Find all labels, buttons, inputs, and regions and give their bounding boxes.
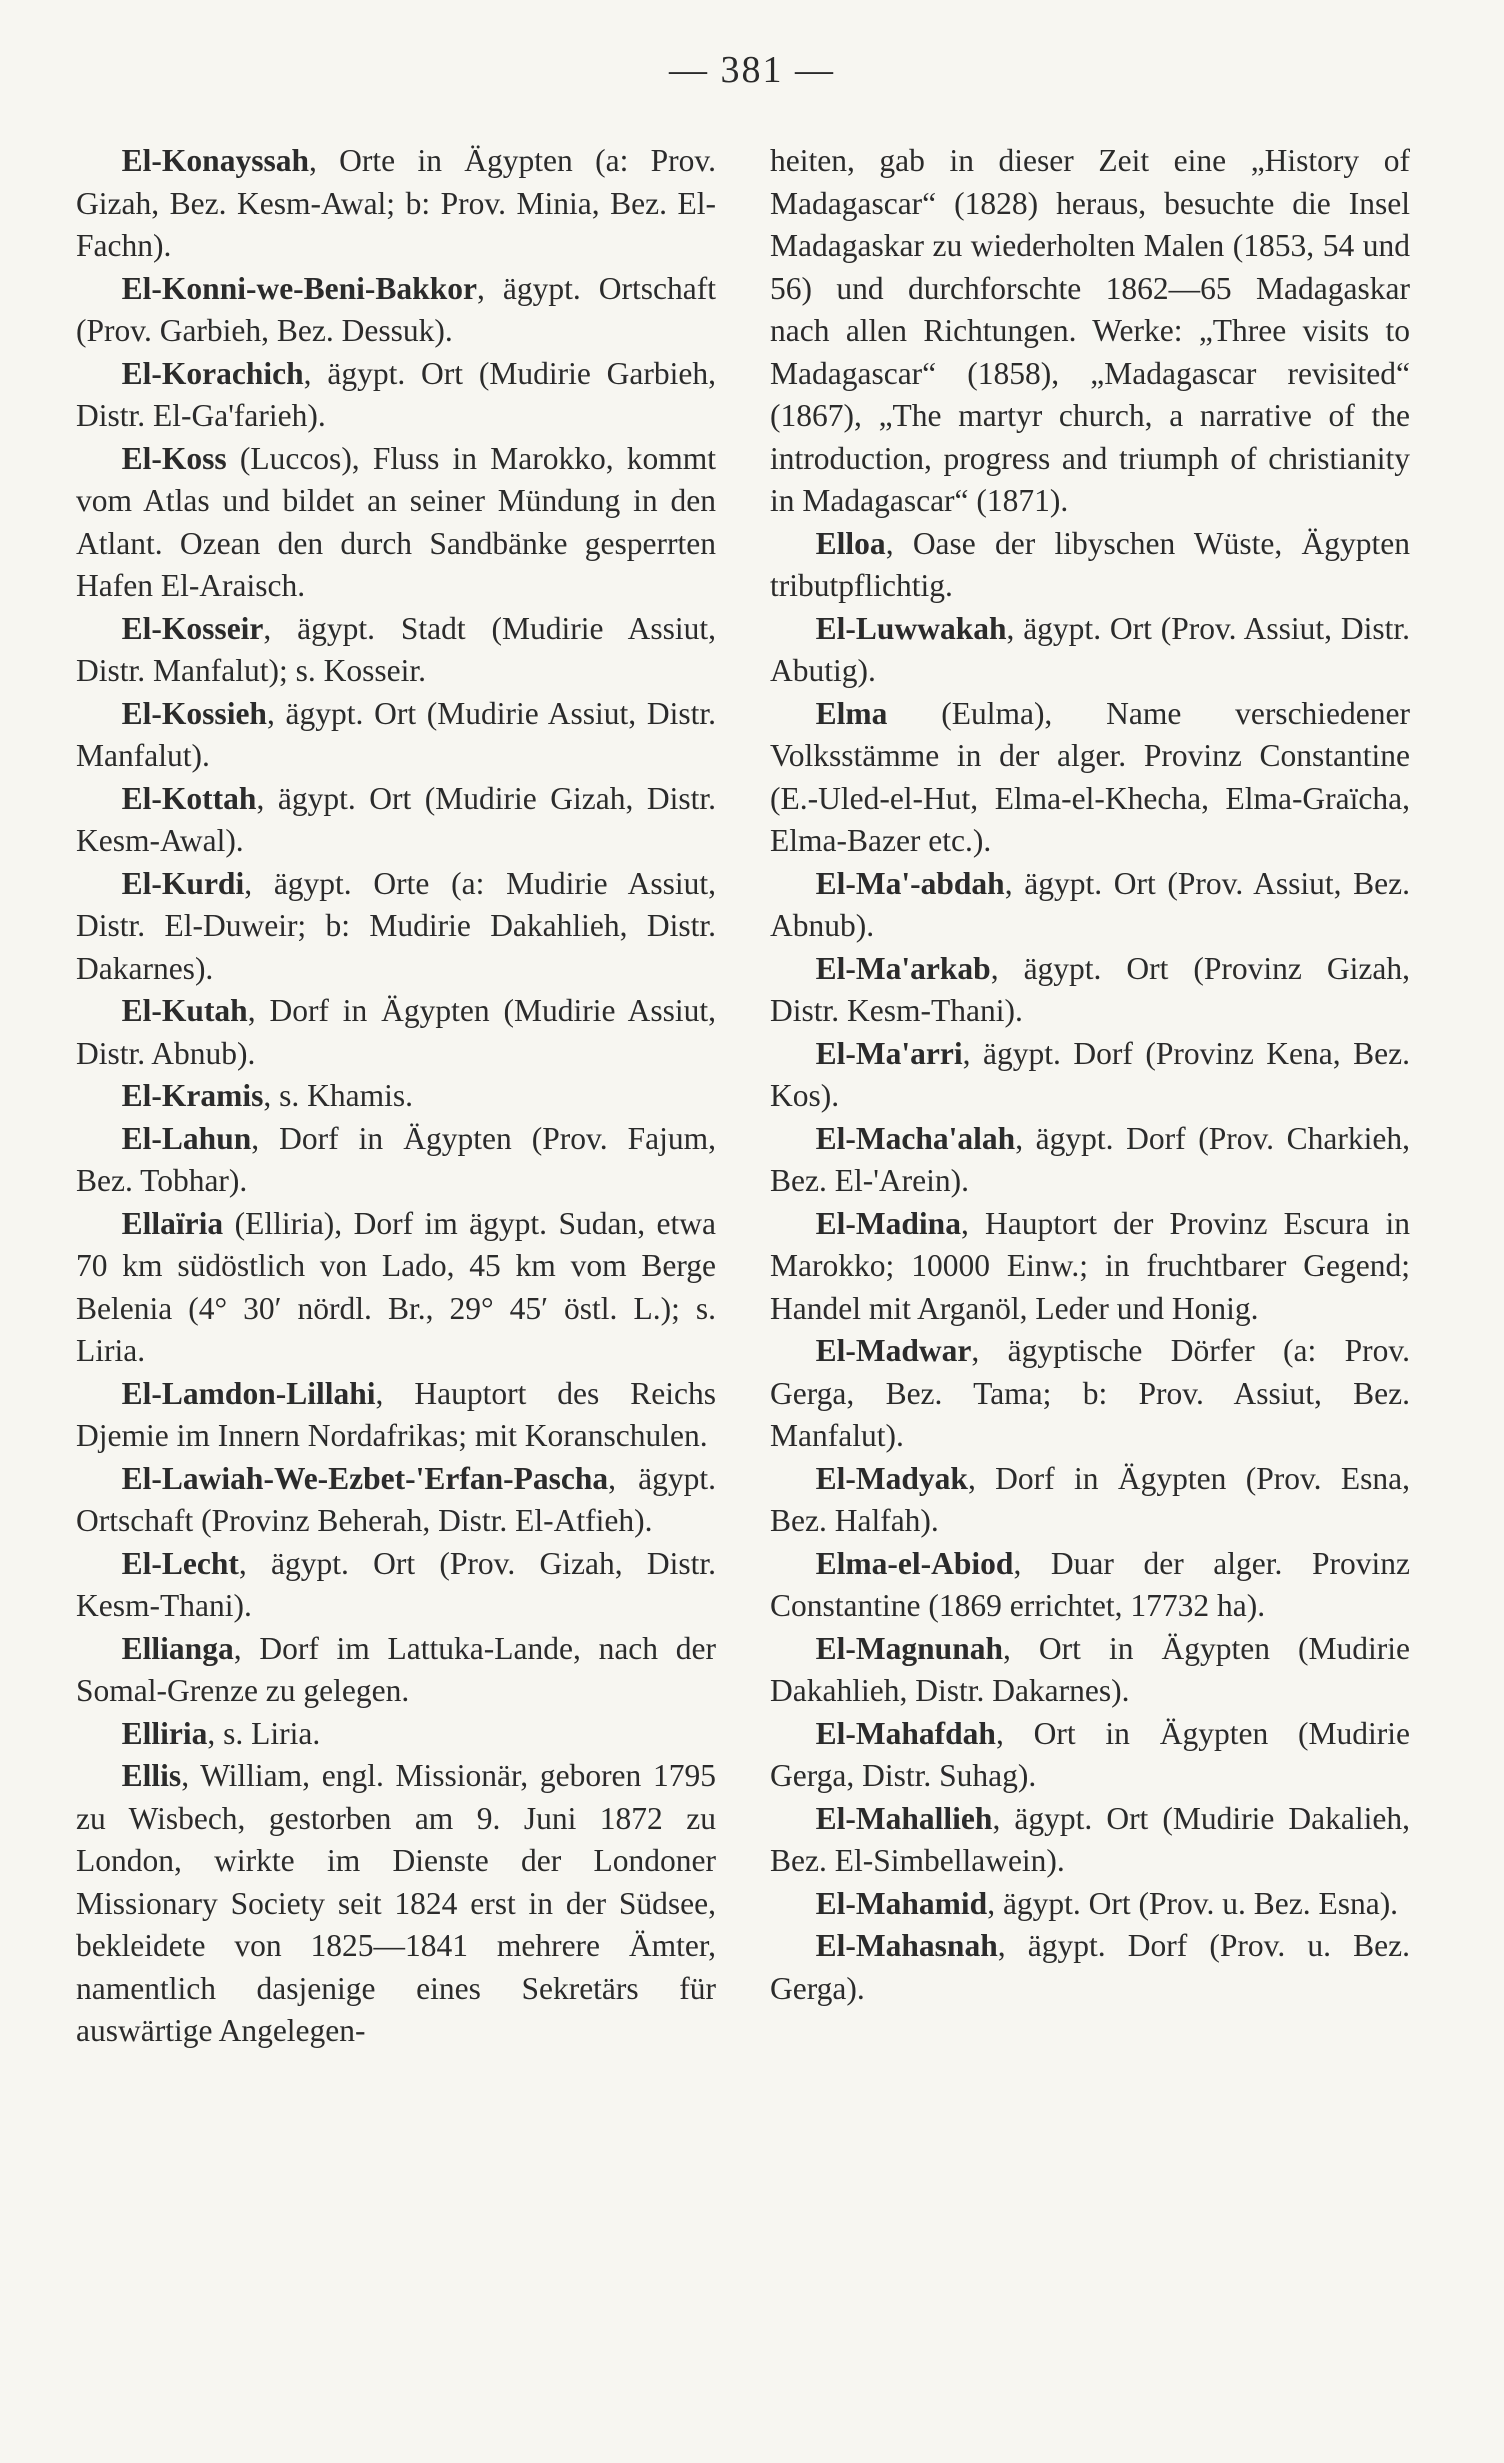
entry [76, 438, 716, 608]
entry-continuation [770, 140, 1410, 523]
entry [770, 1118, 1410, 1203]
entry-text: , Dorf in Ägypten (Prov. Esna, Bez. Halfah). [770, 1460, 1410, 1538]
entry [76, 1203, 716, 1373]
entry-text: heiten, gab in dieser Zeit eine „History of Madagascar“ (1828) heraus, besuchte die Insel Madagaskar zu wiederholten Malen (1853, 54 und 56) und durchforschte 1862—65 Madagaskar nach allen Richtungen. Werke: „Three visits to Madagascar“ (1858), „Madagascar revisited“ (1867), „The martyr church, a narrative of the introduction, progress and triumph of christianity in Madagascar“ (1871). [770, 143, 1410, 518]
entry [770, 1330, 1410, 1458]
entry [770, 1925, 1410, 2010]
entry-head: El-Mahasnah [815, 1928, 998, 1963]
entry-text: , ägypt. Orte (a: Mudirie Assiut, Distr. El-Duweir; b: Mudirie Dakahlieh, Distr. Dakarnes). [76, 865, 716, 986]
entry-head: El-Kutah [121, 993, 248, 1028]
entry [76, 1543, 716, 1628]
entry-text: , ägypt. Ortschaft (Provinz Beherah, Distr. El-Atfieh). [76, 1460, 716, 1538]
entry-head: El-Macha'alah [815, 1120, 1016, 1156]
entry-text: , ägypt. Dorf (Provinz Kena, Bez. Kos). [770, 1035, 1410, 1113]
entry-head: El-Konni-we-Beni-Bakkor [121, 270, 477, 306]
entry [76, 140, 716, 268]
entry-text: , ägypt. Ort (Prov. u. Bez. Esna). [987, 1885, 1399, 1921]
entry-head: El-Kramis [121, 1078, 264, 1113]
entry [770, 1883, 1410, 1926]
entry-head: El-Magnunah [815, 1630, 1003, 1666]
entry [770, 608, 1410, 693]
entry [770, 1033, 1410, 1118]
left-column [76, 140, 716, 2053]
entry [770, 1203, 1410, 1331]
entry-text: , ägypt. Ort (Provinz Gizah, Distr. Kesm-Thani). [770, 950, 1410, 1028]
entry [76, 1458, 716, 1543]
entry-text: , ägypt. Ort (Prov. Assiut, Distr. Abutig). [770, 610, 1410, 688]
entry-text: , ägypt. Stadt (Mudirie Assiut, Distr. Manfalut); s. Kosseir. [76, 610, 716, 688]
entry [770, 1458, 1410, 1543]
entry-text: (Luccos), Fluss in Marokko, kommt vom Atlas und bildet an seiner Mündung in den Atlant. Ozean den durch Sandbänke gesperrten Hafen El-Araisch. [76, 440, 716, 603]
entry [76, 693, 716, 778]
entry [76, 1628, 716, 1713]
entry-text: , Dorf in Ägypten (Mudirie Assiut, Distr. Abnub). [76, 993, 716, 1071]
entry-head: Elloa [815, 525, 886, 561]
entry-head: El-Koss [121, 440, 227, 476]
entry-text: , ägypt. Ort (Prov. Assiut, Bez. Abnub). [770, 865, 1410, 943]
entry-text: , ägypt. Ort (Prov. Gizah, Distr. Kesm-Thani). [76, 1545, 716, 1623]
entry-text: , Dorf in Ägypten (Prov. Fajum, Bez. Tobhar). [76, 1120, 716, 1198]
entry-text: , Orte in Ägypten (a: Prov. Gizah, Bez. Kesm-Awal; b: Prov. Minia, Bez. El-Fachn). [76, 143, 716, 263]
entry-head: El-Lecht [121, 1545, 239, 1581]
entry-head: Ellianga [121, 1630, 234, 1666]
entry-text: , ägyptische Dörfer (a: Prov. Gerga, Bez. Tama; b: Prov. Assiut, Bez. Manfalut). [770, 1333, 1410, 1453]
entry-text: , ägypt. Dorf (Prov. Charkieh, Bez. El-'Arein). [770, 1120, 1410, 1198]
entry [770, 1713, 1410, 1798]
entry-head: El-Lamdon-Lillahi [121, 1375, 376, 1411]
entry-text: , William, engl. Missionär, geboren 1795 zu Wisbech, gestorben am 9. Juni 1872 zu London, wirkte im Dienste der Londoner Missionary Society seit 1824 erst in der Südsee, bekleidete von 1825—1841 mehrere Ämter, namentlich dasjenige eines Sekretärs für auswärtige Angelegen- [76, 1758, 716, 2048]
entry-head: El-Kottah [121, 780, 257, 816]
entry-text: , ägypt. Ort (Mudirie Gizah, Distr. Kesm-Awal). [76, 780, 716, 858]
entry-head: El-Mahamid [815, 1885, 988, 1921]
entry-head: El-Ma'arkab [815, 950, 991, 986]
entry-head: El-Mahallieh [815, 1800, 993, 1836]
entry-head: El-Madyak [815, 1460, 968, 1496]
entry-head: El-Kossieh [121, 695, 267, 731]
entry-text: , s. Khamis. [263, 1078, 414, 1113]
entry-head: El-Ma'arri [815, 1035, 963, 1071]
entry-text: (Elliria), Dorf im ägypt. Sudan, etwa 70 km südöstlich von Lado, 45 km vom Berge Belenia (4° 30′ nördl. Br., 29° 45′ östl. L.); s. Liria. [76, 1205, 716, 1368]
entry-head: El-Konayssah [121, 143, 309, 178]
entry [770, 1798, 1410, 1883]
entry-text: , ägypt. Dorf (Prov. u. Bez. Gerga). [770, 1928, 1410, 2006]
entry-text: , Dorf im Lattuka-Lande, nach der Somal-Grenze zu gelegen. [76, 1630, 716, 1708]
entry-head: Elma [815, 695, 888, 731]
entry [770, 863, 1410, 948]
entry [76, 1075, 716, 1118]
entry-text: , Hauptort der Provinz Escura in Marokko; 10000 Einw.; in fruchtbarer Gegend; Handel mit Arganöl, Leder und Honig. [770, 1205, 1410, 1326]
entry-head: El-Kosseir [121, 610, 264, 646]
entry-text: , Ort in Ägypten (Mudirie Dakahlieh, Distr. Dakarnes). [770, 1630, 1410, 1708]
entry-head: El-Lahun [121, 1120, 252, 1156]
page-number: — 381 — [669, 49, 835, 91]
entry [76, 608, 716, 693]
entry-head: El-Madina [815, 1205, 961, 1241]
right-column [770, 140, 1410, 2010]
entry [770, 523, 1410, 608]
entry-text: (Eulma), Name verschiedener Volksstämme in der alger. Provinz Constantine (E.-Uled-el-Hut, Elma-el-Khecha, Elma-Graïcha, Elma-Bazer etc.). [770, 695, 1410, 858]
entry [770, 948, 1410, 1033]
entry [770, 1543, 1410, 1628]
entry-head: El-Kurdi [121, 865, 245, 901]
entry-head: El-Ma'-abdah [815, 865, 1005, 901]
entry [76, 778, 716, 863]
entry-head: Ellis [121, 1758, 182, 1793]
entry-head: El-Mahafdah [815, 1715, 996, 1751]
entry [76, 1713, 716, 1756]
entry [76, 1755, 716, 2053]
entry-head: El-Luwwakah [815, 610, 1007, 646]
entry-head: El-Korachich [121, 355, 304, 391]
entry-text: , ägypt. Ortschaft (Prov. Garbieh, Bez. Dessuk). [76, 270, 716, 348]
entry-text: , ägypt. Ort (Mudirie Assiut, Distr. Manfalut). [76, 695, 716, 773]
entry [76, 268, 716, 353]
entry-head: El-Madwar [815, 1333, 972, 1368]
entry-head: Elma-el-Abiod [815, 1545, 1014, 1581]
entry-text: , Oase der libyschen Wüste, Ägypten tributpflichtig. [770, 525, 1410, 603]
entry-text: , Duar der alger. Provinz Constantine (1869 errichtet, 17732 ha). [770, 1545, 1410, 1623]
entry-text: , s. Liria. [207, 1715, 321, 1751]
entry [76, 1118, 716, 1203]
entry [76, 353, 716, 438]
entry [76, 863, 716, 991]
entry-text: , Hauptort des Reichs Djemie im Innern Nordafrikas; mit Koranschulen. [76, 1375, 716, 1453]
entry-head: Ellaïria [121, 1205, 224, 1241]
entry-head: El-Lawiah-We-Ezbet-'Erfan-Pascha [121, 1460, 609, 1496]
entry-text: , ägypt. Ort (Mudirie Garbieh, Distr. El-Ga'farieh). [76, 355, 716, 433]
entry [76, 990, 716, 1075]
entry [770, 1628, 1410, 1713]
entry-text: , ägypt. Ort (Mudirie Dakalieh, Bez. El-Simbellawein). [770, 1800, 1410, 1878]
entry-text: , Ort in Ägypten (Mudirie Gerga, Distr. Suhag). [770, 1715, 1410, 1793]
entry [76, 1373, 716, 1458]
entry [770, 693, 1410, 863]
entry-head: Elliria [121, 1715, 208, 1751]
